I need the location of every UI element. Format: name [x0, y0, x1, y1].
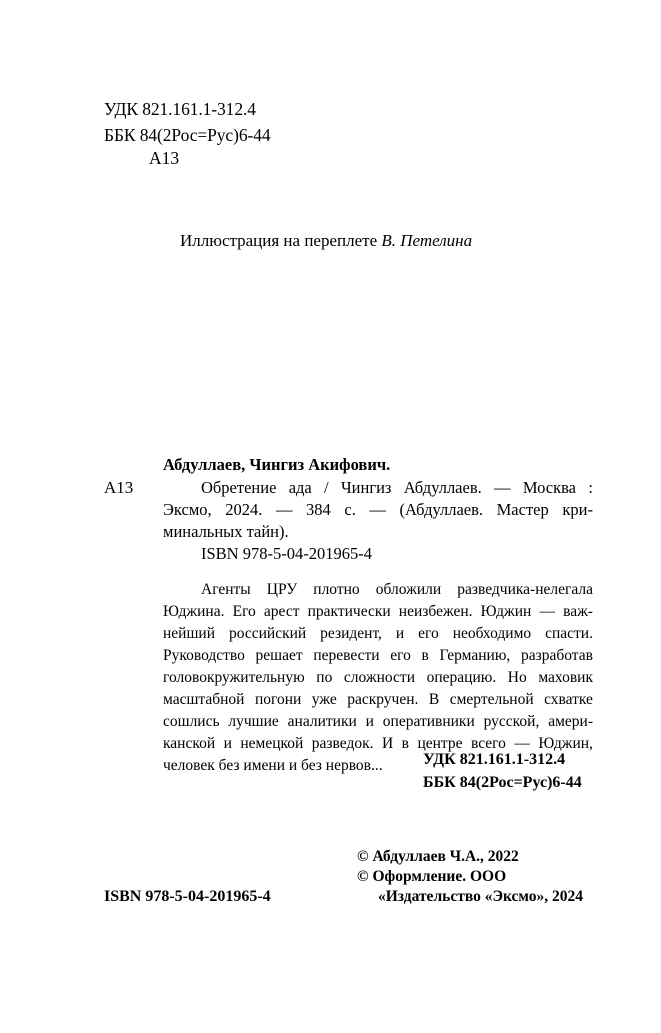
- annotation-line-word: масштабной: [163, 691, 245, 708]
- annotation-line-word: уже: [311, 691, 337, 708]
- catalog-code: А13: [104, 478, 134, 497]
- bib-line-word: с.: [344, 500, 356, 519]
- annotation-line: [163, 601, 593, 623]
- annotation-line: [163, 623, 593, 645]
- illustration-artist: В. Петелина: [381, 231, 473, 250]
- bib-line: [163, 477, 593, 499]
- annotation-line-word: российский: [228, 625, 307, 642]
- annotation-line-word: в: [401, 735, 409, 752]
- bibliographic-description: [163, 477, 593, 543]
- annotation-line-word: неизбежен.: [398, 603, 473, 620]
- annotation-line-word: лучшие: [228, 713, 279, 730]
- annotation-line-word: Юджин,: [538, 735, 593, 752]
- bib-line-word: Чингиз: [340, 478, 392, 497]
- annotation-line-word: разведчика-нелегала: [457, 581, 593, 598]
- annotation-line: [163, 645, 593, 667]
- bib-line-word: 384: [306, 500, 331, 519]
- annotation-line-word: решает: [255, 647, 303, 664]
- bib-line-word: Мастер: [496, 500, 549, 519]
- catalog-bbk: ББК 84(2Рос=Рус)6-44: [423, 774, 582, 791]
- annotation-line-word: необходимо: [452, 625, 532, 642]
- annotation-line-word: Агенты: [201, 581, 251, 598]
- annotation-line-word: смертельной: [449, 691, 534, 708]
- annotation-line-word: и: [223, 735, 232, 752]
- bib-line-word: /: [324, 478, 329, 497]
- annotation-line-word: —: [539, 603, 555, 620]
- annotation-line-word: русской,: [483, 713, 540, 730]
- annotation-line-word: амери-: [548, 713, 593, 730]
- annotation-line-word: центре: [417, 735, 463, 752]
- annotation-line-word: перевести: [313, 647, 380, 664]
- bib-line: [163, 521, 593, 543]
- illustration-credit: [180, 231, 472, 251]
- annotation-line-word: канской: [163, 735, 216, 752]
- illustration-prefix: Иллюстрация на переплете: [180, 231, 378, 250]
- annotation-line: [163, 579, 593, 601]
- annotation-line-word: аналитики: [287, 713, 357, 730]
- annotation-line-word: резидент,: [320, 625, 382, 642]
- annotation-line-word: немецкой: [240, 735, 304, 752]
- bib-line-word: Эксмо,: [163, 500, 212, 519]
- annotation-line-word: оперативники: [382, 713, 475, 730]
- bib-line-word: :: [588, 478, 593, 497]
- bib-line-word: —: [275, 500, 293, 519]
- annotation-line-word: Руководство: [163, 647, 245, 664]
- annotation-line-word: нейший: [163, 625, 215, 642]
- bib-line-word: ада: [288, 478, 312, 497]
- top-udk: УДК 821.161.1-312.4: [104, 99, 256, 119]
- annotation-line: [163, 711, 593, 733]
- bib-line-word: —: [369, 500, 386, 519]
- annotation-line-word: схватке: [544, 691, 593, 708]
- catalog-udk: УДК 821.161.1-312.4: [423, 751, 566, 768]
- annotation-line-word: и: [395, 625, 405, 642]
- annotation-line-word: операцию.: [426, 669, 497, 686]
- bib-line-word: —: [494, 478, 511, 497]
- annotation-line-word: В: [428, 691, 440, 708]
- annotation-line-word: сошлись: [163, 713, 220, 730]
- bib-line-word: Абдуллаев.: [403, 478, 482, 497]
- copyright-publisher: «Издательство «Эксмо», 2024: [378, 888, 584, 905]
- annotation-line-word: раскручен.: [347, 691, 419, 708]
- annotation-line-word: Его: [232, 603, 256, 620]
- catalog-author: Абдуллаев, Чингиз Акифович.: [163, 455, 391, 474]
- annotation-line-word: —: [514, 735, 530, 752]
- annotation-line: [163, 689, 593, 711]
- annotation-line-word: Юджина.: [163, 603, 225, 620]
- annotation-line-word: обложили: [375, 581, 442, 598]
- bottom-isbn: ISBN 978-5-04-201965-4: [104, 888, 271, 905]
- annotation-line-word: разведок.: [311, 735, 374, 752]
- annotation-line-word: в: [421, 647, 429, 664]
- bib-line-word: Обретение: [201, 478, 277, 497]
- annotation-line-word: маховик: [538, 669, 593, 686]
- annotation-line-word: Но: [507, 669, 527, 686]
- bib-line-word: кри-: [562, 500, 593, 519]
- bib-line-word: (Абдуллаев.: [399, 500, 484, 519]
- top-author-code: А13: [149, 148, 180, 168]
- annotation: [163, 579, 593, 777]
- copyright-design: © Оформление. ООО: [357, 868, 507, 885]
- annotation-line-word: его: [390, 647, 411, 664]
- bib-line-word: минальных тайн).: [163, 522, 289, 541]
- annotation-line-word: сложности: [343, 669, 415, 686]
- annotation-line-word: всего: [470, 735, 506, 752]
- annotation-line-word: арест: [263, 603, 300, 620]
- annotation-line-word: и: [365, 713, 374, 730]
- annotation-line-word: И: [381, 735, 394, 752]
- annotation-line-word: ЦРУ: [266, 581, 298, 598]
- bib-line-word: Москва: [522, 478, 577, 497]
- annotation-line-word: Юджин: [480, 603, 532, 620]
- bib-line: [163, 499, 593, 521]
- annotation-line: [163, 667, 593, 689]
- annotation-line-word: погони: [254, 691, 302, 708]
- annotation-line-word: Германию,: [439, 647, 511, 664]
- annotation-line-word: его: [418, 625, 439, 642]
- annotation-line-word: по: [316, 669, 333, 686]
- annotation-line-word: головокружительную: [163, 669, 305, 686]
- annotation-line-word: разработав: [520, 647, 593, 664]
- annotation-line-word: важ-: [563, 603, 593, 620]
- copyright-author: © Абдуллаев Ч.А., 2022: [357, 848, 519, 865]
- annotation-line-word: практически: [307, 603, 391, 620]
- annotation-line-word: спасти.: [545, 625, 593, 642]
- annotation-line-word: плотно: [313, 581, 360, 598]
- top-bbk: ББК 84(2Рос=Рус)6-44: [104, 125, 271, 145]
- annotation-line-word: человек без имени и без нервов...: [163, 757, 383, 774]
- catalog-isbn: ISBN 978-5-04-201965-4: [201, 544, 372, 563]
- bib-line-word: 2024.: [225, 500, 263, 519]
